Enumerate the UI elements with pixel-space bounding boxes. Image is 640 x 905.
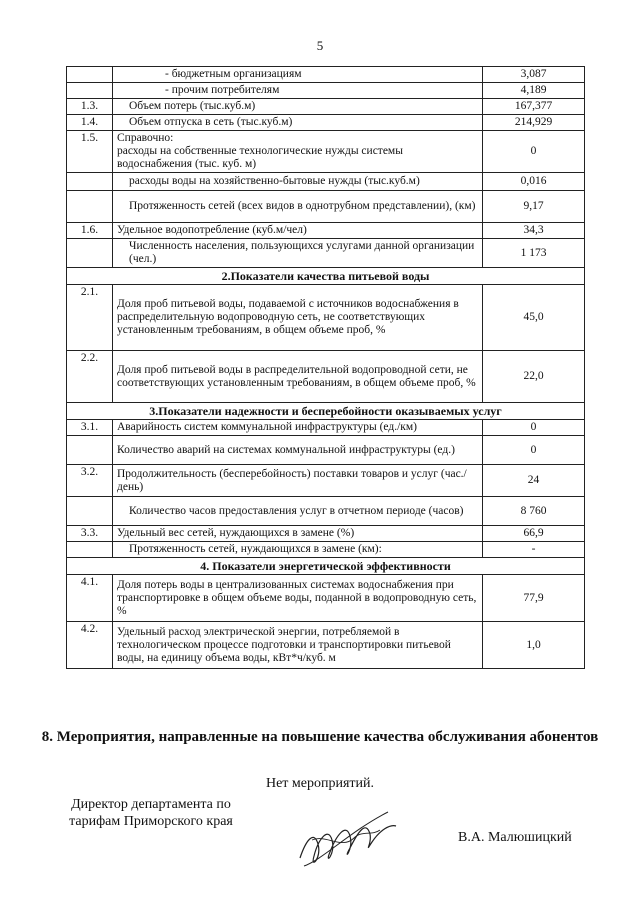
indicator-value: 45,0 [483,285,585,351]
indicator-value: 24 [483,465,585,497]
table-row [67,436,585,465]
indicator-value: 9,17 [483,191,585,223]
table-row [67,131,585,173]
indicator-name: - прочим потребителям [113,83,483,99]
indicator-value: 0 [483,436,585,465]
row-number [67,497,113,526]
indicators-table [66,66,585,669]
indicator-name: расходы воды на хозяйственно-бытовые нужды (тыс.куб.м) [113,173,483,191]
indicator-name: - бюджетным организациям [113,67,483,83]
indicator-name: Продолжительность (бесперебойность) поставки товаров и услуг (час./день) [113,465,483,497]
row-number: 3.1. [67,420,113,436]
row-number: 4.1. [67,575,113,622]
table-row [67,420,585,436]
row-number: 2.2. [67,351,113,403]
indicator-value: 1 173 [483,239,585,268]
section-header-row [67,268,585,285]
indicator-value: 0 [483,420,585,436]
table-row [67,351,585,403]
indicator-value: 66,9 [483,526,585,542]
indicator-value: 34,3 [483,223,585,239]
table-row [67,285,585,351]
row-number [67,436,113,465]
row-number: 1.4. [67,115,113,131]
indicator-value: 0 [483,131,585,173]
indicator-name: Количество часов предоставления услуг в отчетном периоде (часов) [113,497,483,526]
table-row [67,99,585,115]
section-title: 2.Показатели качества питьевой воды [67,268,585,285]
row-number [67,83,113,99]
indicator-name: Удельное водопотребление (куб.м/чел) [113,223,483,239]
section-title: 4. Показатели энергетической эффективности [67,558,585,575]
section-8-heading: 8. Мероприятия, направленные на повышение качества обслуживания абонентов [41,729,599,745]
no-measures-text: Нет мероприятий. [265,776,375,791]
section-title: 3.Показатели надежности и бесперебойности оказываемых услуг [67,403,585,420]
signer-name: В.А. Малюшицкий [458,830,572,845]
table-row [67,115,585,131]
signer-title: Директор департамента по тарифам Приморского края [69,797,233,829]
page-number: 5 [316,38,324,53]
indicator-value: 22,0 [483,351,585,403]
table-row [67,173,585,191]
indicator-value: 77,9 [483,575,585,622]
row-number: 3.3. [67,526,113,542]
indicator-value: - [483,542,585,558]
indicator-name: Доля проб питьевой воды в распределительной водопроводной сети, не соответствующих установленным требованиям, в общем объеме проб, % [113,351,483,403]
table-row [67,575,585,622]
row-number: 3.2. [67,465,113,497]
handwritten-signature [292,800,402,880]
indicator-name: Численность населения, пользующихся услугами данной организации (чел.) [113,239,483,268]
row-number [67,239,113,268]
indicator-value: 0,016 [483,173,585,191]
indicator-name: Объем потерь (тыс.куб.м) [113,99,483,115]
indicator-value: 4,189 [483,83,585,99]
indicator-name: Объем отпуска в сеть (тыс.куб.м) [113,115,483,131]
row-number [67,542,113,558]
row-number: 4.2. [67,622,113,669]
indicator-name: Справочно: расходы на собственные технологические нужды системы водоснабжения (тыс. куб. м) [113,131,483,173]
indicator-name: Удельный расход электрической энергии, потребляемой в технологическом процессе подготовки и транспортировки питьевой воды, на единицу объема воды, кВт*ч/куб. м [113,622,483,669]
row-number [67,67,113,83]
indicator-value: 167,377 [483,99,585,115]
table-row [67,83,585,99]
table-row [67,223,585,239]
indicator-name: Удельный вес сетей, нуждающихся в замене (%) [113,526,483,542]
indicator-name: Протяженность сетей (всех видов в однотрубном представлении), (км) [113,191,483,223]
indicator-name: Аварийность систем коммунальной инфраструктуры (ед./км) [113,420,483,436]
indicator-name: Доля проб питьевой воды, подаваемой с источников водоснабжения в распределительную водопроводную сеть, не соответствующих установленным требованиям, в общем объеме проб, % [113,285,483,351]
section-header-row [67,403,585,420]
section-header-row [67,558,585,575]
table-row [67,191,585,223]
table-row [67,67,585,83]
row-number: 2.1. [67,285,113,351]
table-row [67,465,585,497]
table-row [67,526,585,542]
indicator-value: 8 760 [483,497,585,526]
row-number: 1.3. [67,99,113,115]
table-row [67,542,585,558]
indicator-value: 1,0 [483,622,585,669]
table-row [67,239,585,268]
row-number: 1.6. [67,223,113,239]
table-row [67,497,585,526]
indicator-name: Протяженность сетей, нуждающихся в замене (км): [113,542,483,558]
row-number [67,191,113,223]
indicator-name: Доля потерь воды в централизованных системах водоснабжения при транспортировке в общем объеме воды, поданной в водопроводную сеть, % [113,575,483,622]
indicator-value: 214,929 [483,115,585,131]
row-number: 1.5. [67,131,113,173]
table-row [67,622,585,669]
indicator-name: Количество аварий на системах коммунальной инфраструктуры (ед.) [113,436,483,465]
indicator-value: 3,087 [483,67,585,83]
row-number [67,173,113,191]
